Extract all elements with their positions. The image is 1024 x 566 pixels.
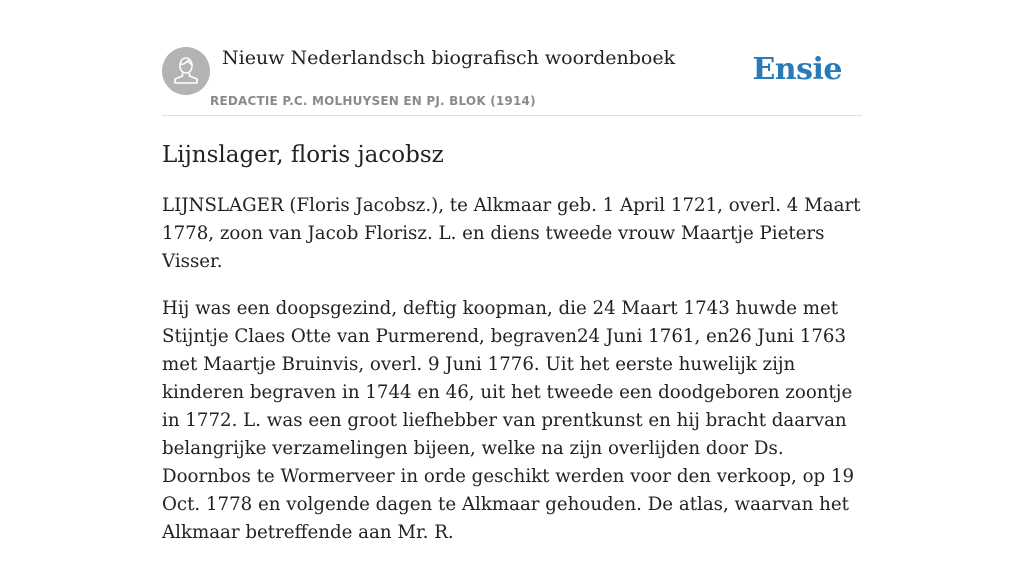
avatar[interactable] [162, 47, 210, 95]
source-editors: REDACTIE P.C. MOLHUYSEN EN PJ. BLOK (1914) [210, 94, 536, 108]
article-card [162, 0, 862, 543]
ensie-logo[interactable]: Ensie [752, 52, 842, 87]
user-icon [162, 47, 210, 95]
entry-paragraph-2: Hij was een doopsgezind, deftig koopman, die 24 Maart 1743 huwde met Stijntje Claes Otte van Purmerend, begraven24 Juni 1761, en26 Juni 1763 met Maartje Bruinvis, overl. 9 Juni 1776. Uit het eerste huwelijk zijn kinderen begraven in 1744 en 46, uit het tweede een doodgeboren zoontje in 1772. L. was een groot liefhebber van prentkunst en hij bracht daarvan belangrijke verzamelingen bijeen, welke na zijn overlijden door Ds. Doornbos te Wormerveer in orde geschikt werden voor den verkoop, op 19 Oct. 1778 en volgende dagen te Alkmaar gehouden. De atlas, waarvan het Alkmaar betreffende aan Mr. R. [162, 298, 855, 543]
entry-paragraph-1: LIJNSLAGER (Floris Jacobsz.), te Alkmaar geb. 1 April 1721, overl. 4 Maart 1778, zoon van Jacob Florisz. L. en diens tweede vrouw Maartje Pieters Visser. [162, 195, 861, 272]
source-title[interactable]: Nieuw Nederlandsch biografisch woordenboek [222, 47, 676, 69]
source-header [162, 0, 862, 116]
entry-body [162, 192, 862, 566]
entry-title: Lijnslager, floris jacobsz [162, 142, 444, 168]
